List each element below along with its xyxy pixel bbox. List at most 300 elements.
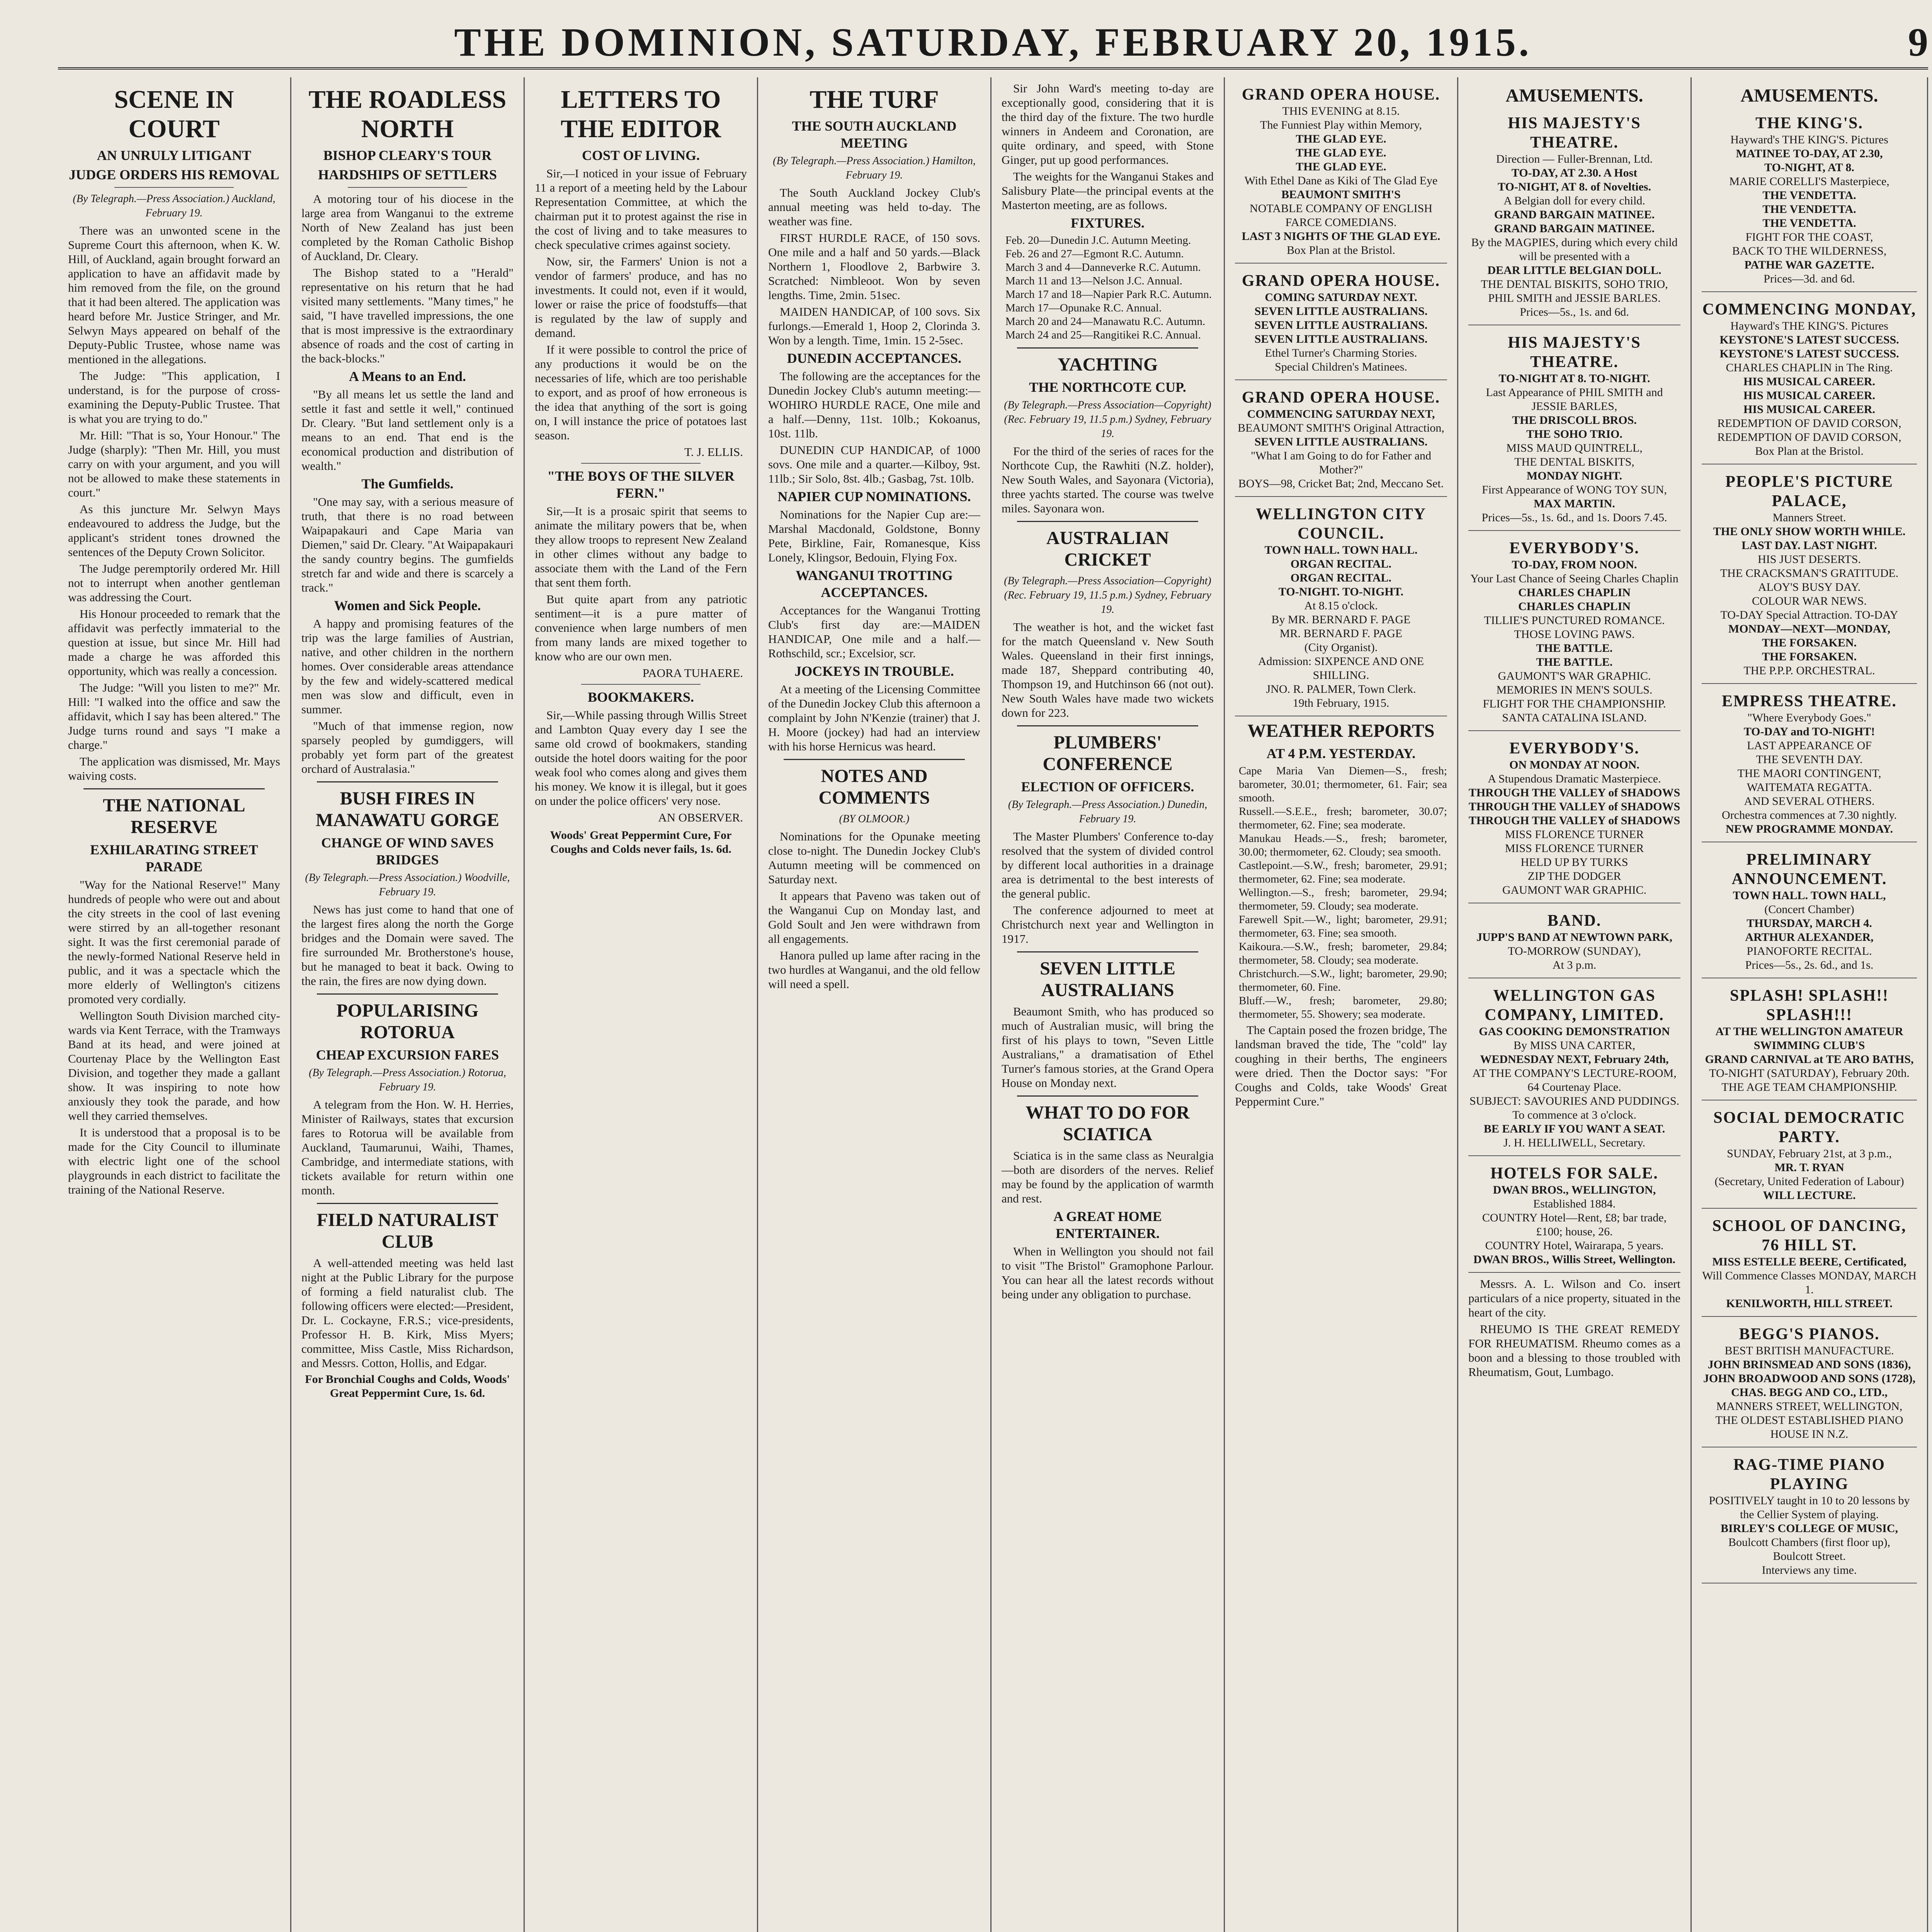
advert-line: THE VENDETTA.	[1762, 203, 1856, 216]
headline-field-naturalist: FIELD NATURALIST CLUB	[316, 1210, 498, 1252]
advert-grand-opera-house-coming	[1235, 267, 1447, 380]
advert-title: PRELIMINARY ANNOUNCEMENT.	[1731, 851, 1887, 888]
advert-swimming-carnival	[1702, 982, 1917, 1100]
advert-title: WELLINGTON CITY COUNCIL.	[1255, 505, 1427, 543]
advert-line: WAITEMATA REGATTA.	[1747, 781, 1872, 794]
advert-title: EVERYBODY'S.	[1509, 539, 1639, 557]
advert-line: "What I am Going to do for Father and Mother?"	[1250, 449, 1432, 476]
advert-line: TO-NIGHT, AT 8. of Novelties.	[1498, 180, 1651, 193]
advert-line: REDEMPTION OF DAVID CORSON,	[1717, 417, 1901, 430]
headline-sciatica: WHAT TO DO FOR SCIATICA	[1026, 1102, 1190, 1145]
advert-line: WEDNESDAY NEXT, February 24th,	[1480, 1053, 1669, 1066]
divider	[581, 684, 701, 685]
advert-line: (Secretary, United Federation of Labour)	[1714, 1175, 1904, 1188]
advert-line: COMING SATURDAY NEXT.	[1265, 291, 1417, 304]
advert-line: 19th February, 1915.	[1293, 697, 1389, 709]
advert-line: SEVEN LITTLE AUSTRALIANS.	[1254, 319, 1428, 332]
advert-line: LAST 3 NIGHTS OF THE GLAD EYE.	[1242, 230, 1440, 243]
advert-line: By MR. BERNARD F. PAGE	[1271, 613, 1411, 626]
headline-the-turf: THE TURF	[810, 85, 939, 114]
advert-city-council-organ	[1235, 501, 1447, 716]
advert-ragtime-piano	[1702, 1451, 1917, 1583]
article-paragraph: As this juncture Mr. Selwyn Mays endeavoured to address the Judge, but the applicant's strident tones drowned the sentences of the Deputy Crown Solicitor.	[68, 502, 280, 559]
advert-title: EVERYBODY'S.	[1509, 740, 1639, 757]
section-subhead: Women and Sick People.	[334, 598, 481, 613]
advert-line: KEYSTONE'S LATEST SUCCESS.	[1719, 333, 1899, 346]
letter-paragraph: But quite apart from any patriotic sentiment—it is a pure matter of convenience when large numbers of men from many lands are mixed together to know who are our own men.	[535, 592, 747, 663]
advert-his-majestys-1	[1468, 110, 1680, 325]
advert-line: HIS MUSICAL CAREER.	[1743, 403, 1875, 416]
headline-national-reserve: THE NATIONAL RESERVE	[103, 795, 245, 837]
advert-line: ARTHUR ALEXANDER,	[1745, 931, 1874, 944]
headline-scene-in-court: SCENE IN COURT	[114, 85, 234, 143]
list-item: Bluff.—W., fresh; barometer, 29.80; thermometer, 55. Showery; sea moderate.	[1239, 995, 1447, 1020]
advert-title: HOTELS FOR SALE.	[1490, 1165, 1658, 1182]
article-paragraph: The application was dismissed, Mr. Mays waiving costs.	[68, 755, 280, 782]
column-5	[992, 77, 1225, 1932]
advert-line: COUNTRY Hotel, Wairarapa, 5 years.	[1485, 1239, 1664, 1252]
advert-line: FLIGHT FOR THE CHAMPIONSHIP.	[1483, 697, 1666, 710]
headline-roadless-north: THE ROADLESS NORTH	[308, 85, 507, 143]
advert-line: ALOY'S BUSY DAY.	[1758, 581, 1861, 594]
divider	[581, 463, 701, 464]
subhead-silver-fern: "THE BOYS OF THE SILVER FERN."	[547, 468, 735, 501]
advert-line: JOHN BROADWOOD AND SONS (1728),	[1703, 1372, 1916, 1385]
advert-empress-theatre	[1702, 688, 1917, 842]
article-paragraph: "One may say, with a serious measure of truth, that there is no road between Waipapakauri and Cape Maria van Diemen," said Dr. Cleary. "At Waipapakauri the sandy country begins. The gumfields stretch far and wide and there is scarcely a track."	[301, 495, 514, 594]
divider	[1017, 951, 1198, 952]
letter-paragraph: Sir,—While passing through Willis Street and Lambton Quay every day I see the same old crowd of bookmakers, standing outside the hotel doors waiting for the poor weak fool who comes along and gives them his money. We know it is illegal, but it goes on under the police officers' very nose.	[535, 708, 747, 808]
advert-line: BEST BRITISH MANUFACTURE.	[1725, 1344, 1894, 1357]
advert-line: Hayward's THE KING'S. Pictures	[1730, 320, 1888, 332]
article-paragraph: The Judge peremptorily ordered Mr. Hill not to interrupt when another gentleman was addressing the Court.	[68, 562, 280, 604]
advert-line: HELD UP BY TURKS	[1520, 856, 1628, 869]
advert-line: Prices—5s., 2s. 6d., and 1s.	[1745, 959, 1874, 971]
advert-line: TO-NIGHT AT 8. TO-NIGHT.	[1498, 372, 1650, 385]
advert-line: Prices—5s., 1s. 6d., and 1s. Doors 7.45.	[1481, 511, 1667, 524]
advert-line: With Ethel Dane as Kiki of The Glad Eye	[1244, 174, 1438, 187]
advert-line: THOSE LOVING PAWS.	[1514, 628, 1635, 641]
advert-line: THE FORSAKEN.	[1762, 650, 1857, 663]
article-paragraph: Nominations for the Opunake meeting close to-night. The Dunedin Jockey Club's Autumn meeting will be commenced on Saturday next.	[768, 830, 980, 886]
newspaper-title: THE DOMINION, SATURDAY, FEBRUARY 20, 1915.	[454, 20, 1532, 65]
advert-line: TO-NIGHT. TO-NIGHT.	[1278, 585, 1404, 598]
advert-line: THE FORSAKEN.	[1762, 636, 1857, 649]
article-paragraph: DUNEDIN CUP HANDICAP, of 1000 sovs. One mile and a quarter.—Kilboy, 9st. 11lb.; Sir Solo, 8st. 4lb.; Gasbag, 7st. 10lb.	[768, 443, 980, 485]
advert-line: LAST DAY. LAST NIGHT.	[1742, 539, 1877, 552]
list-item: March 20 and 24—Manawatu R.C. Autumn.	[1005, 315, 1206, 328]
advert-line: AND SEVERAL OTHERS.	[1744, 795, 1875, 808]
advert-title: HIS MAJESTY'S THEATRE.	[1508, 334, 1641, 371]
advert-line: THE P.P.P. ORCHESTRAL.	[1743, 664, 1875, 677]
advert-line: HIS MUSICAL CAREER.	[1743, 375, 1875, 388]
article-paragraph: FIRST HURDLE RACE, of 150 sovs. One mile and a half and 50 yards.—Black Northern 1, Floodlove 2, Barbwire 3. Scratched: Nimbleoot. Won by seven lengths. Time, 2min. 51sec.	[768, 231, 980, 302]
advert-line: MR. BERNARD F. PAGE	[1279, 627, 1403, 640]
advert-line: FIGHT FOR THE COAST,	[1745, 231, 1873, 243]
list-item: Farewell Spit.—W., light; barometer, 29.91; thermometer, 63. Fine; sea smooth.	[1239, 913, 1447, 939]
article-paragraph: It is understood that a proposal is to be made for the City Council to illuminate with electric light one of the school playgrounds in each district to facilitate the training of the National Reserve.	[68, 1126, 280, 1196]
advert-line: TO-NIGHT, AT 8.	[1764, 161, 1854, 174]
dateline: (By Telegraph.—Press Association.) Dunedin, February 19.	[1008, 799, 1208, 825]
advert-line: TO-DAY, AT 2.30. A Host	[1511, 167, 1638, 179]
subhead-napier-cup: NAPIER CUP NOMINATIONS.	[777, 489, 971, 504]
advert-line: Ethel Turner's Charming Stories.	[1265, 347, 1417, 359]
article-paragraph: Wellington South Division marched city-wards via Kent Terrace, with the Tramways Band at its head, and were joined at Courtenay Place by the Wellington East Division, and together they made a gallant show. It was inspiring to note how anxiously they took the parade, and how well they carried themselves.	[68, 1009, 280, 1122]
advert-line: Prices—3d. and 6d.	[1764, 272, 1855, 285]
advert-line: Special Children's Matinees.	[1275, 361, 1407, 373]
byline: (BY OLMOOR.)	[839, 813, 910, 825]
divider	[348, 187, 467, 188]
headline-bush-fires: BUSH FIRES IN MANAWATU GORGE	[315, 788, 500, 830]
advert-line: POSITIVELY taught in 10 to 20 lessons by the Cellier System of playing.	[1709, 1494, 1910, 1521]
advert-line: Admission: SIXPENCE AND ONE SHILLING.	[1258, 655, 1424, 682]
advert-line: THE MAORI CONTINGENT,	[1737, 767, 1881, 780]
advert-line: LAST APPEARANCE OF	[1747, 739, 1872, 752]
advert-line: Interviews any time.	[1762, 1564, 1857, 1577]
advert-line: THROUGH THE VALLEY of SHADOWS	[1468, 814, 1680, 827]
advert-line: THE SOHO TRIO.	[1526, 428, 1622, 440]
advert-title: SCHOOL OF DANCING, 76 HILL ST.	[1712, 1217, 1906, 1254]
advert-band	[1468, 907, 1680, 978]
list-item: Cape Maria Van Diemen—S., fresh; barometer, 30.01; thermometer, 61. Fair; sea smooth.	[1239, 765, 1447, 804]
divider	[114, 187, 234, 188]
dateline: (By Telegraph.—Press Association.) Rotorua, February 19.	[309, 1067, 506, 1093]
advert-line: JOHN BRINSMEAD AND SONS (1836),	[1708, 1358, 1911, 1371]
article-paragraph: "By all means let us settle the land and settle it fast and settle it well," continued Dr. Cleary. "But land settlement only is a means to an end. That end is the economical production and distribution of wealth."	[301, 388, 514, 473]
advert-line: "Where Everybody Goes."	[1747, 711, 1871, 724]
advert-title: GRAND OPERA HOUSE.	[1242, 389, 1440, 406]
advert-line: TO-DAY and TO-NIGHT!	[1743, 725, 1875, 738]
article-paragraph: The weights for the Wanganui Stakes and Salisbury Plate—the principal events at the Masterton meeting, are as follows.	[1002, 170, 1214, 212]
subhead-dunedin-acceptances: DUNEDIN ACCEPTANCES.	[787, 350, 962, 366]
advert-line: AT THE WELLINGTON AMATEUR SWIMMING CLUB'S	[1715, 1025, 1903, 1052]
advert-line: MONDAY NIGHT.	[1526, 469, 1622, 482]
advert-title: SOCIAL DEMOCRATIC PARTY.	[1713, 1109, 1905, 1146]
advert-line: Your Last Chance of Seeing Charles Chaplin	[1470, 572, 1679, 585]
advert-line: Orchestra commences at 7.30 nightly.	[1722, 809, 1897, 821]
advert-the-kings-2	[1702, 296, 1917, 464]
masthead	[58, 15, 1928, 70]
advert-line: DWAN BROS., WELLINGTON,	[1493, 1184, 1656, 1196]
advert-line: At 3 p.m.	[1552, 959, 1597, 971]
advert-line: For Bronchial Coughs and Colds, Woods' Great Peppermint Cure, 1s. 6d.	[305, 1373, 510, 1400]
advert-gas-company	[1468, 982, 1680, 1156]
subhead-at-4pm: AT 4 P.M. YESTERDAY.	[1266, 746, 1416, 761]
article-paragraph: News has just come to hand that one of the largest fires along the north the Gorge bridges and the Domain were saved. The fire surrounded Mr. Brotherstone's house, but he managed to beat it back. Owing to the rain, the fires are now dying down.	[301, 903, 514, 988]
advert-line: THE BATTLE.	[1536, 642, 1613, 655]
advert-grand-opera-house	[1235, 81, 1447, 264]
list-item: Feb. 26 and 27—Egmont R.C. Autumn.	[1005, 248, 1184, 260]
subhead-jockeys-in-trouble: JOCKEYS IN TROUBLE.	[794, 663, 954, 679]
article-paragraph: A motoring tour of his diocese in the large area from Wanganui to the extreme North of New Zealand has just been completed by the Roman Catholic Bishop of Auckland, Dr. Cleary.	[301, 192, 514, 263]
list-item: Christchurch.—S.W., light; barometer, 29.90; thermometer, 60. Fine.	[1239, 968, 1447, 993]
subhead-unruly-litigant: AN UNRULY LITIGANT	[97, 148, 252, 163]
article-paragraph: The weather is hot, and the wicket fast for the match Queensland v. New South Wales. Queensland in their first innings, made 187, Sheppard contributing 40, Thompson 19, and Hutchinson 66 (not out). New South Wales have made two wickets down for 223.	[1002, 620, 1214, 719]
advert-line: TO-DAY, FROM NOON.	[1512, 558, 1637, 571]
advert-line: THE DENTAL BISKITS, SOHO TRIO,	[1481, 278, 1668, 291]
advert-line: COUNTRY Hotel—Rent, £8; bar trade, £100; house, 26.	[1482, 1211, 1667, 1238]
column-1	[58, 77, 291, 1932]
advert-line: GAUMONT'S WAR GRAPHIC.	[1498, 670, 1651, 682]
advert-title: RAG-TIME PIANO PLAYING	[1733, 1456, 1886, 1493]
advert-line: THE ONLY SHOW WORTH WHILE.	[1713, 525, 1906, 538]
advert-line: THE GLAD EYE.	[1296, 146, 1386, 159]
article-paragraph: The Judge: "This application, I understand, is for the purpose of cross-examining the Deputy-Public Trustee. That is what you are trying to do."	[68, 369, 280, 425]
advert-line: MISS MAUD QUINTRELL,	[1506, 442, 1643, 454]
advert-line: Prices—5s., 1s. and 6d.	[1520, 306, 1629, 318]
advert-line: HIS JUST DESERTS.	[1758, 553, 1861, 566]
section-subhead: A Means to an End.	[349, 369, 466, 384]
article-paragraph: A happy and promising features of the trip was the large families of Austrian, native, and other children in the northern homes. Over considerable areas attendance by the few and widely-scattered medical men was slow and difficult, even in summer.	[301, 617, 514, 716]
advert-line: CHARLES CHAPLIN in The Ring.	[1726, 361, 1893, 374]
divider	[317, 993, 498, 995]
advert-line: ORGAN RECITAL.	[1290, 558, 1392, 570]
section-header-amusements: AMUSEMENTS.	[1505, 85, 1643, 106]
advert-line: Will Commence Classes MONDAY, MARCH 1.	[1702, 1269, 1917, 1296]
advert-line: THE CRACKSMAN'S GRATITUDE.	[1720, 567, 1899, 580]
weather-list	[1239, 764, 1447, 1021]
advert-line: GRAND BARGAIN MATINEE.	[1494, 222, 1655, 235]
advert-line: MISS FLORENCE TURNER	[1505, 842, 1644, 855]
advert-peoples-picture-palace	[1702, 468, 1917, 684]
advert-line: Last Appearance of PHIL SMITH and JESSIE BARLES,	[1486, 386, 1663, 413]
advert-line: Manners Street.	[1772, 511, 1846, 524]
article-paragraph: MAIDEN HANDICAP, of 100 sovs. Six furlongs.—Emerald 1, Hoop 2, Clorinda 3. Won by a length. Time, 1min. 15 2-5sec.	[768, 305, 980, 347]
letter-paragraph: If it were possible to control the price of any productions it would be on the necessaries of life, which are too perishable to export, and as proof of how erroneous is the idea that anything of the sort is going on, I will instance the price of potatoes last season.	[535, 343, 747, 442]
letter-signature: T. J. ELLIS.	[684, 445, 743, 459]
advert-title: COMMENCING MONDAY,	[1702, 301, 1917, 318]
subhead-bishop-tour: BISHOP CLEARY'S TOUR	[323, 148, 492, 163]
letter-paragraph: Now, sir, the Farmers' Union is not a vendor of farmers' produce, and has no investments. It could not, even if it would, lower or raise the price of foodstuffs—that is regulated by the law of supply and demand.	[535, 255, 747, 340]
advert-line: MAX MARTIN.	[1534, 497, 1615, 510]
list-item: March 3 and 4—Danneverke R.C. Autumn.	[1005, 261, 1201, 274]
advert-line: Boulcott Street.	[1773, 1550, 1846, 1563]
advert-the-kings-1	[1702, 110, 1917, 292]
subhead-hardships: HARDSHIPS OF SETTLERS	[318, 167, 497, 182]
article-paragraph: Hanora pulled up lame after racing in the two hurdles at Wanganui, and the old fellow will need a spell.	[768, 949, 980, 991]
subhead-wanganui-trotting: WANGANUI TROTTING ACCEPTANCES.	[796, 568, 953, 600]
advert-line: SEVEN LITTLE AUSTRALIANS.	[1254, 333, 1428, 345]
advert-line: MISS ESTELLE BEERE, Certificated,	[1712, 1255, 1906, 1268]
advert-line: First Appearance of WONG TOY SUN,	[1482, 483, 1667, 496]
article-paragraph: Beaumont Smith, who has produced so much of Australian music, will bring the first of his plays to town, "Seven Little Australians," a dramatisation of Ethel Turner's famous stories, at the Grand Opera House on Monday next.	[1002, 1005, 1214, 1090]
advert-title: GRAND OPERA HOUSE.	[1242, 86, 1440, 104]
column-3	[525, 77, 758, 1932]
advert-line: PATHE WAR GAZETTE.	[1744, 259, 1874, 271]
advert-line: ON MONDAY AT NOON.	[1509, 759, 1639, 771]
article-paragraph: For the third of the series of races for the Northcote Cup, the Rawhiti (N.Z. holder), New South Wales, and Sayonara (Victoria), three yachts started. The course was twelve miles. Sayonara won.	[1002, 444, 1214, 515]
advert-title: PEOPLE'S PICTURE PALACE,	[1725, 473, 1893, 510]
list-item: March 24 and 25—Rangitikei R.C. Annual.	[1005, 329, 1201, 341]
advert-line: THE GLAD EYE.	[1296, 160, 1386, 173]
divider	[1017, 725, 1198, 726]
dateline: (By Telegraph.—Press Association—Copyright) (Rec. February 19, 11.5 p.m.) Sydney, February 19.	[1004, 399, 1211, 440]
advert-beggs-pianos	[1702, 1321, 1917, 1447]
article-paragraph: The Bishop stated to a "Herald" representative on his return that he had visited many settlements. "Many times," he said, "I have travelled impressions, the one that is most impressive is the extraordinary absence of roads and the cost of carting in the back-blocks."	[301, 266, 514, 365]
advert-line: BEAUMONT SMITH'S Original Attraction,	[1238, 422, 1444, 434]
advert-line: SUBJECT: SAVOURIES AND PUDDINGS.	[1469, 1095, 1680, 1107]
advert-town-hall-recital	[1702, 846, 1917, 978]
advert-line: BACK TO THE WILDERNESS,	[1732, 245, 1887, 257]
advert-line: NOTABLE COMPANY OF ENGLISH FARCE COMEDIANS.	[1250, 202, 1432, 229]
advert-line: By MISS UNA CARTER,	[1514, 1039, 1635, 1052]
subhead-judge-orders: JUDGE ORDERS HIS REMOVAL	[69, 167, 279, 182]
column-6	[1225, 77, 1458, 1932]
advert-line: TOWN HALL. TOWN HALL.	[1264, 544, 1418, 556]
subhead-northcote-cup: THE NORTHCOTE CUP.	[1029, 379, 1186, 395]
subhead-election-officers: ELECTION OF OFFICERS.	[1021, 779, 1194, 794]
advert-line: Established 1884.	[1533, 1197, 1616, 1210]
article-paragraph: Sciatica is in the same class as Neuralgia—both are disorders of the nerves. Relief may be found by the application of warmth and rest.	[1002, 1149, 1214, 1205]
divider	[1017, 1095, 1198, 1097]
column-8	[1692, 77, 1928, 1932]
subhead-bookmakers: BOOKMAKERS.	[587, 689, 694, 705]
advert-line: THE GLAD EYE.	[1296, 133, 1386, 145]
headline-plumbers-conference: PLUMBERS' CONFERENCE	[1043, 732, 1173, 774]
divider	[317, 781, 498, 782]
article-paragraph: The following are the acceptances for the Dunedin Jockey Club's autumn meeting:—WOHIRO HURDLE RACE, One mile and a half.—Denny, 11st. 10lb.; Kokoanus, 10st. 11lb.	[768, 369, 980, 440]
advert-title: SPLASH! SPLASH!! SPLASH!!!	[1730, 987, 1889, 1024]
subhead-cheap-fares: CHEAP EXCURSION FARES	[316, 1047, 499, 1063]
advert-line: THE VENDETTA.	[1762, 189, 1856, 202]
advert-line: TOWN HALL. TOWN HALL,	[1733, 889, 1886, 902]
letter-signature: AN OBSERVER.	[658, 811, 743, 824]
advert-his-majestys-2	[1468, 329, 1680, 531]
advert-line: MR. T. RYAN	[1774, 1161, 1844, 1174]
list-item: Kaikoura.—S.W., fresh; barometer, 29.84; thermometer, 58. Cloudy; sea moderate.	[1239, 940, 1447, 966]
advert-title: EMPRESS THEATRE.	[1722, 692, 1897, 710]
advert-line: KEYSTONE'S LATEST SUCCESS.	[1719, 347, 1899, 360]
advert-line: THURSDAY, MARCH 4.	[1747, 917, 1872, 930]
advert-line: THE VENDETTA.	[1762, 217, 1856, 230]
letter-paragraph: Sir,—It is a prosaic spirit that seems to animate the military powers that be, when they allow troops to represent New Zealand in other climes without any badge to associate them with the Land of the Fern that sent them forth.	[535, 504, 747, 589]
advert-line: THROUGH THE VALLEY of SHADOWS	[1468, 800, 1680, 813]
headline-letters: LETTERS TO THE EDITOR	[560, 85, 721, 143]
advert-line: (City Organist).	[1304, 641, 1378, 654]
advert-line: Woods' Great Peppermint Cure, For Coughs and Colds never fails, 1s. 6d.	[550, 829, 732, 855]
advert-line: A Belgian doll for every child.	[1503, 194, 1645, 207]
advert-line: SEVEN LITTLE AUSTRALIANS.	[1254, 435, 1428, 448]
advert-line: MANNERS STREET, WELLINGTON,	[1716, 1400, 1903, 1413]
advert-line: REDEMPTION OF DAVID CORSON,	[1717, 431, 1901, 444]
subhead-home-entertainer: A GREAT HOME ENTERTAINER.	[1053, 1209, 1162, 1241]
article-paragraph: It appears that Paveno was taken out of the Wanganui Cup on Monday last, and Gold Soult and Jen were withdrawn from all engagements.	[768, 889, 980, 946]
advert-title: THE KING'S.	[1755, 114, 1863, 132]
list-item: Manukau Heads.—S., fresh; barometer, 30.00; thermometer, 62. Cloudy; sea smooth.	[1239, 832, 1447, 858]
advert-title: BAND.	[1547, 912, 1602, 930]
divider	[83, 788, 265, 789]
column-4	[758, 77, 992, 1932]
section-subhead: The Gumfields.	[361, 476, 454, 492]
advert-line: By the MAGPIES, during which every child will be presented with a	[1471, 236, 1678, 263]
advert-everybodys-1	[1468, 535, 1680, 731]
advert-line: Box Plan at the Bristol.	[1755, 445, 1864, 457]
advert-line: THE DENTAL BISKITS,	[1514, 456, 1634, 468]
list-item: March 17 and 18—Napier Park R.C. Autumn.	[1005, 288, 1212, 301]
advert-line: MATINEE TO-DAY, AT 2.30,	[1736, 147, 1883, 160]
subhead-change-of-wind: CHANGE OF WIND SAVES BRIDGES	[321, 835, 494, 867]
section-header-amusements: AMUSEMENTS.	[1740, 85, 1878, 106]
article-paragraph: The Judge: "Will you listen to me?" Mr. Hill: "I walked into the office and saw the affidavit, which I say has been altered." The Judge turns round and says "I make a charge."	[68, 681, 280, 752]
article-paragraph: Sir John Ward's meeting to-day are exceptionally good, considering that it is the third day of the fixture. The two hurdle winners in Andeem and Coronation, are quite ordinary, and speed, with Stone Ginger, put up good performances.	[1002, 82, 1214, 167]
advert-line: DWAN BROS., Willis Street, Wellington.	[1473, 1253, 1675, 1266]
advert-line: SANTA CATALINA ISLAND.	[1502, 711, 1647, 724]
advert-line: SUNDAY, February 21st, at 3 p.m.,	[1727, 1147, 1892, 1160]
letter-paragraph: Sir,—I noticed in your issue of February 11 a report of a meeting held by the Labour Representation Committee, at which the chairman put it to protest against the rise in the cost of living and to take measures to check speculative crimes against society.	[535, 167, 747, 252]
advert-line: COMMENCING SATURDAY NEXT,	[1247, 408, 1435, 420]
advert-title: WELLINGTON GAS COMPANY, LIMITED.	[1485, 987, 1664, 1024]
advert-line: At 8.15 o'clock.	[1304, 599, 1378, 612]
advert-line: GAS COOKING DEMONSTRATION	[1479, 1025, 1670, 1038]
headline-seven-little-australians: SEVEN LITTLE AUSTRALIANS	[1040, 958, 1175, 1000]
advert-line: PIANOFORTE RECITAL.	[1747, 945, 1872, 957]
article-paragraph: The Captain posed the frozen bridge, The landsman braved the tide, The "cold" lay coughing in their berths, The engineers were dried. Then the Doctor says: "For Coughs and Colds, take Woods' Great Peppermint Cure."	[1235, 1023, 1447, 1108]
article-paragraph: The South Auckland Jockey Club's annual meeting was held to-day. The weather was fine.	[768, 186, 980, 228]
headline-yachting: YACHTING	[1057, 354, 1158, 375]
advert-title: HIS MAJESTY'S THEATRE.	[1508, 114, 1641, 151]
advert-everybodys-2	[1468, 735, 1680, 903]
advert-line: THE DRISCOLL BROS.	[1512, 414, 1637, 427]
advert-line: Hayward's THE KING'S. Pictures	[1730, 133, 1888, 146]
advert-line: CHARLES CHAPLIN	[1518, 600, 1631, 613]
advert-line: CHAS. BEGG AND CO., LTD.,	[1731, 1386, 1888, 1399]
letter-signature: PAORA TUHAERE.	[642, 666, 743, 680]
subhead-cost-of-living: COST OF LIVING.	[582, 148, 700, 163]
advert-line: BOYS—98, Cricket Bat; 2nd, Meccano Set.	[1238, 477, 1444, 490]
advert-line: MISS FLORENCE TURNER	[1505, 828, 1644, 841]
article-paragraph: "Way for the National Reserve!" Many hundreds of people who were out and about the city streets in the cool of last evening were stirred by an all-together resonant sight. It was the first ceremonial parade of the newly-formed National Reserve held in public, and it was a spectacle which the more elderly of Wellington's citizens promoted very cordially.	[68, 878, 280, 1006]
advert-line: ZIP THE DODGER	[1527, 870, 1621, 883]
article-paragraph: RHEUMO IS THE GREAT REMEDY FOR RHEUMATISM. Rheumo comes as a boon and a blessing to those troubled with Rheumatism, Gout, Lumbago.	[1468, 1322, 1680, 1379]
dateline: (By Telegraph.—Press Association.) Hamilton, February 19.	[773, 155, 976, 181]
advert-line: THE SEVENTH DAY.	[1756, 753, 1863, 766]
advert-line: HIS MUSICAL CAREER.	[1743, 389, 1875, 402]
subhead-fixtures: FIXTURES.	[1070, 215, 1145, 231]
advert-line: PHIL SMITH and JESSIE BARLES.	[1488, 292, 1661, 304]
divider	[317, 1203, 498, 1204]
advert-line: THE BATTLE.	[1536, 656, 1613, 668]
divider	[784, 759, 965, 760]
list-item: Castlepoint.—S.W., fresh; barometer, 29.91; thermometer, 62. Fine; sea moderate.	[1239, 859, 1447, 885]
advert-title: BEGG'S PIANOS.	[1739, 1325, 1880, 1343]
advert-line: The Funniest Play within Memory,	[1260, 119, 1422, 131]
advert-line: A Stupendous Dramatic Masterpiece.	[1488, 772, 1661, 785]
article-paragraph: The Master Plumbers' Conference to-day resolved that the system of divided control by different local authorities in a drainage area is detrimental to the best interests of the general public.	[1002, 830, 1214, 900]
advert-line: TO-MORROW (SUNDAY),	[1508, 945, 1641, 957]
list-item: Russell.—S.E.E., fresh; barometer, 30.07; thermometer, 62. Fine; sea moderate.	[1239, 805, 1447, 831]
dateline: (By Telegraph.—Press Association.) Woodville, February 19.	[305, 872, 510, 898]
dateline: (By Telegraph.—Press Association.) Auckland, February 19.	[73, 193, 276, 219]
article-paragraph: His Honour proceeded to remark that the affidavit was perfectly immaterial to the question at issue, but since Mr. Hill had made a charge he was afforded this opportunity, which was really a concession.	[68, 607, 280, 678]
advert-line: THE AGE TEAM CHAMPIONSHIP.	[1721, 1081, 1897, 1094]
advert-line: MARIE CORELLI'S Masterpiece,	[1729, 175, 1889, 188]
list-item: March 11 and 13—Nelson J.C. Annual.	[1005, 275, 1183, 287]
list-item: Feb. 20—Dunedin J.C. Autumn Meeting.	[1005, 234, 1191, 247]
advert-line: THIS EVENING at 8.15.	[1282, 105, 1400, 117]
column-7	[1458, 77, 1692, 1932]
advert-line: BE EARLY IF YOU WANT A SEAT.	[1483, 1122, 1665, 1135]
headline-notes-and-comments: NOTES AND COMMENTS	[818, 766, 930, 808]
advert-line: CHARLES CHAPLIN	[1518, 586, 1631, 599]
article-paragraph: There was an unwonted scene in the Supreme Court this afternoon, when K. W. Hill, of Auckland, again brought forward an application to have an affidavit made by him removed from the file, on the ground that it had been altered. The application was heard before Mr. Justice Stringer, and Mr. Selwyn Mays appeared on behalf of the Deputy-Public Trustee, whose name was mentioned in the allegations.	[68, 224, 280, 366]
article-paragraph: Acceptances for the Wanganui Trotting Club's first day are:—MAIDEN HANDICAP, One mile and a half.—Rothschild, scr.; Excelsior, scr.	[768, 604, 980, 660]
advert-line: JUPP'S BAND AT NEWTOWN PARK,	[1476, 931, 1672, 944]
column-2	[291, 77, 525, 1932]
article-paragraph: Mr. Hill: "That is so, Your Honour." The Judge (sharply): "Then Mr. Hill, you must carry on with your argument, and you will not be allowed to make these statements in court."	[68, 429, 280, 499]
advert-line: AT THE COMPANY'S LECTURE-ROOM, 64 Courtenay Place.	[1472, 1067, 1677, 1094]
advert-line: BEAUMONT SMITH'S	[1281, 188, 1401, 201]
advert-line: JNO. R. PALMER, Town Clerk.	[1266, 683, 1416, 696]
